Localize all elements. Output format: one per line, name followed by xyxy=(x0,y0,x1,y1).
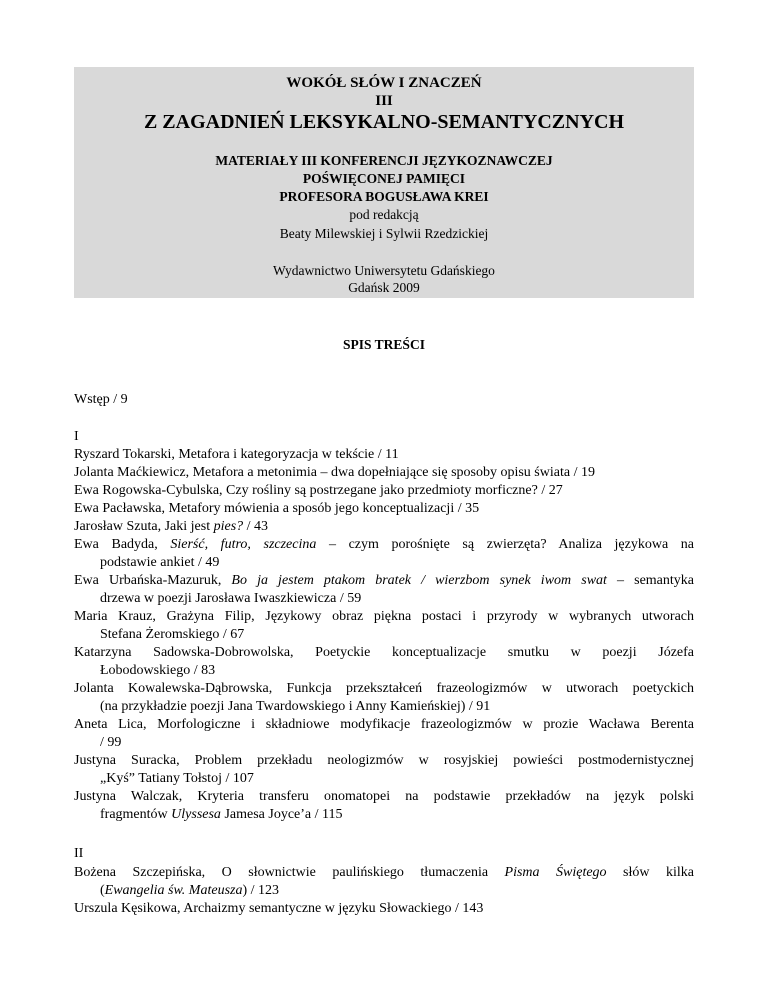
toc-entry: Jolanta Maćkiewicz, Metafora a metonimia – dwa dopełniające się sposoby opisu świata / 19 xyxy=(74,465,595,480)
toc-text: Jarosław Szuta, Jaki jest xyxy=(74,519,214,534)
toc-entry: Jolanta Kowalewska-Dąbrowska, Funkcja przekształceń frazeologizmów w utworach poetyckich xyxy=(74,681,694,696)
toc-text: Jamesa Joyce’a / 115 xyxy=(220,807,343,822)
toc-entry-continuation: „Kyś” Tatiany Tołstoj / 107 xyxy=(100,771,254,786)
toc-text: Bożena Szczepińska, O słownictwie paulińskiego tłumaczenia xyxy=(74,865,505,880)
toc-entry-continuation xyxy=(100,884,279,898)
toc-entry-continuation: drzewa w poezji Jarosława Iwaszkiewicza / 59 xyxy=(100,591,362,606)
toc-entry-continuation xyxy=(100,808,343,822)
toc-entry: Ewa Pacławska, Metafory mówienia a sposób jego konceptualizacji / 35 xyxy=(74,501,480,516)
book-title-line-1: WOKÓŁ SŁÓW I ZNACZEŃ xyxy=(286,75,482,91)
toc-entry: Katarzyna Sadowska-Dobrowolska, Poetyckie konceptualizacje smutku w poezji Józefa xyxy=(74,645,694,660)
editor-intro: pod redakcją xyxy=(349,207,419,222)
subtitle-line-2: POŚWIĘCONEJ PAMIĘCI xyxy=(302,171,466,186)
section-heading-1: I xyxy=(74,429,79,444)
publisher: Wydawnictwo Uniwersytetu Gdańskiego xyxy=(273,263,495,278)
toc-entry-continuation: / 99 xyxy=(100,735,122,750)
toc-italic-text: Bo ja jestem ptakom bratek / wierzbom synek iwom swat xyxy=(231,573,607,588)
book-title-line-3: Z ZAGADNIEŃ LEKSYKALNO-SEMANTYCZNYCH xyxy=(143,111,625,133)
toc-entry: Ryszard Tokarski, Metafora i kategoryzacja w tekście / 11 xyxy=(74,447,399,462)
toc-entry-continuation: (na przykładzie poezji Jana Twardowskiego i Anny Kamieńskiej) / 91 xyxy=(100,699,491,714)
toc-text: – semantyka xyxy=(606,573,694,588)
toc-italic-text: Ulyssesa xyxy=(171,807,221,822)
toc-text: słów kilka xyxy=(606,865,694,880)
toc-entry-continuation: Stefana Żeromskiego / 67 xyxy=(100,627,245,642)
toc-text: / 43 xyxy=(243,519,269,534)
book-title-line-2: III xyxy=(375,93,393,109)
toc-text: ( xyxy=(100,883,105,898)
toc-entry-continuation: Łobodowskiego / 83 xyxy=(100,663,216,678)
editors: Beaty Milewskiej i Sylwii Rzedzickiej xyxy=(279,226,489,241)
toc-intro: Wstęp / 9 xyxy=(74,392,128,407)
place-year: Gdańsk 2009 xyxy=(348,280,420,295)
toc-entry: Justyna Walczak, Kryteria transferu onomatopei na podstawie przekładów na język polski xyxy=(74,789,694,804)
toc-entry: Urszula Kęsikowa, Archaizmy semantyczne w języku Słowackiego / 143 xyxy=(74,901,484,916)
toc-entry xyxy=(74,574,694,588)
toc-entry xyxy=(74,866,694,880)
toc-entry: Justyna Suracka, Problem przekładu neologizmów w rosyjskiej powieści postmodernistycznej xyxy=(74,753,694,768)
toc-entry: Aneta Lica, Morfologiczne i składniowe modyfikacje frazeologizmów w prozie Wacława Berenta xyxy=(74,717,694,732)
toc-entry xyxy=(74,520,268,534)
toc-italic-text: pies? xyxy=(213,519,244,534)
toc-entry xyxy=(74,538,694,552)
toc-italic-text: Ewangelia św. Mateusza xyxy=(104,883,243,898)
toc-italic-text: Sierść, futro, szczecina xyxy=(170,537,317,552)
toc-text: – czym porośnięte są zwierzęta? Analiza językowa na xyxy=(316,537,694,552)
toc-text: fragmentów xyxy=(100,807,172,822)
subtitle-line-3: PROFESORA BOGUSŁAWA KREI xyxy=(279,189,489,204)
toc-entry: Ewa Rogowska-Cybulska, Czy rośliny są postrzegane jako przedmioty morficzne? / 27 xyxy=(74,483,563,498)
toc-italic-text: Pisma Świętego xyxy=(504,865,607,880)
toc-entry-continuation: podstawie ankiet / 49 xyxy=(100,555,220,570)
subtitle-line-1: MATERIAŁY III KONFERENCJI JĘZYKOZNAWCZEJ xyxy=(215,153,553,168)
toc-entry: Maria Krauz, Grażyna Filip, Językowy obraz piękna postaci i przyrody w wybranych utworach xyxy=(74,609,694,624)
toc-text: Ewa Badyda, xyxy=(74,537,171,552)
header-box xyxy=(74,67,694,298)
toc-text: ) / 123 xyxy=(242,883,280,898)
toc-title: SPIS TREŚCI xyxy=(343,337,425,352)
section-heading-2: II xyxy=(74,846,84,861)
toc-text: Ewa Urbańska-Mazuruk, xyxy=(74,573,232,588)
